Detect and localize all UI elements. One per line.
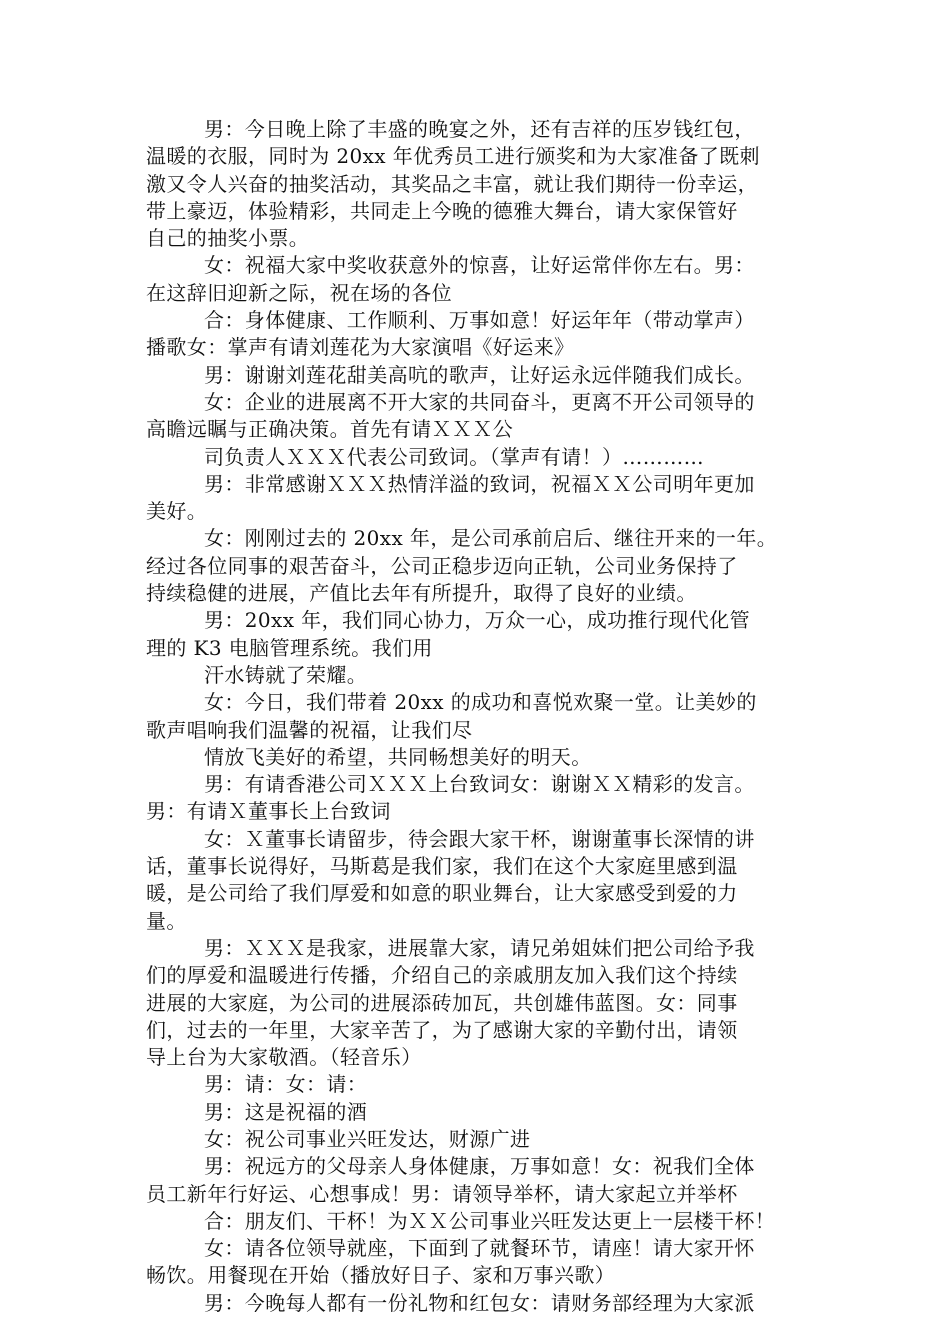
- text-line: 播歌女：掌声有请刘莲花为大家演唱《好运来》: [146, 335, 575, 360]
- text-line: 美好。: [146, 499, 208, 524]
- text-line: 持续稳健的进展，产值比去年有所提升，取得了良好的业绩。: [146, 581, 697, 606]
- text-line: 汗水铸就了荣耀。: [204, 662, 368, 687]
- text-line: 男：ＸＸＸ是我家，进展靠大家，请兄弟姐妹们把公司给予我: [204, 935, 755, 960]
- text-line: 男：非常感谢ＸＸＸ热情洋溢的致词，祝福ＸＸ公司明年更加: [204, 471, 755, 496]
- text-line: 女：请各位领导就座，下面到了就餐环节，请座！请大家开怀: [204, 1236, 755, 1261]
- text-line: 女：Ｘ董事长请留步，待会跟大家干杯，谢谢董事长深情的讲: [204, 826, 755, 851]
- text-line: 男：这是祝福的酒: [204, 1099, 368, 1124]
- text-line: 女：刚刚过去的 20xx 年，是公司承前启后、继往开来的一年。: [204, 526, 778, 551]
- text-line: 激又令人兴奋的抽奖活动，其奖品之丰富，就让我们期待一份幸运，: [146, 171, 758, 196]
- text-line: 理的 K3 电脑管理系统。我们用: [146, 635, 433, 660]
- text-line: 男：今日晚上除了丰盛的晚宴之外，还有吉祥的压岁钱红包，: [204, 117, 755, 141]
- text-line: 暖，是公司给了我们厚爱和如意的职业舞台，让大家感受到爱的力: [146, 881, 738, 906]
- text-line: 温暖的衣服，同时为 20xx 年优秀员工进行颁奖和为大家准备了既刺: [146, 144, 760, 169]
- text-line: 们，过去的一年里，大家辛苦了，为了感谢大家的辛勤付出，请领: [146, 1017, 738, 1042]
- text-line: 自己的抽奖小票。: [146, 226, 310, 251]
- text-line: 男：今晚每人都有一份礼物和红包女：请财务部经理为大家派: [204, 1290, 755, 1315]
- text-line: 男：谢谢刘莲花甜美高吭的歌声，让好运永远伴随我们成长。: [204, 362, 755, 387]
- text-line: 司负责人ＸＸＸ代表公司致词。（掌声有请！）…………: [204, 444, 704, 469]
- text-line: 在这辞旧迎新之际，祝在场的各位: [146, 280, 452, 305]
- text-line: 男：20xx 年，我们同心协力，万众一心，成功推行现代化管: [204, 608, 750, 633]
- text-line: 女：企业的进展离不开大家的共同奋斗，更离不开公司领导的: [204, 389, 755, 414]
- text-line: 合：身体健康、工作顺利、万事如意！好运年年（带动掌声）: [204, 308, 755, 333]
- text-line: 男：请：女：请：: [204, 1072, 368, 1097]
- text-line: 话，董事长说得好，马斯葛是我们家，我们在这个大家庭里感到温: [146, 854, 738, 879]
- text-line: 男：有请香港公司ＸＸＸ上台致词女：谢谢ＸＸ精彩的发言。: [204, 772, 755, 797]
- text-line: 导上台为大家敬酒。（轻音乐）: [146, 1045, 422, 1070]
- text-line: 带上豪迈，体验精彩，共同走上今晚的德雅大舞台，请大家保管好: [146, 198, 738, 223]
- text-line: 量。: [146, 908, 187, 933]
- text-line: 员工新年行好运、心想事成！男：请领导举杯，请大家起立并举杯: [146, 1181, 738, 1206]
- text-line: 男：有请Ｘ董事长上台致词: [146, 799, 391, 824]
- text-line: 歌声唱响我们温馨的祝福，让我们尽: [146, 717, 473, 742]
- text-line: 合：朋友们、干杯！为ＸＸ公司事业兴旺发达更上一层楼干杯！: [204, 1208, 776, 1233]
- text-line: 女：祝公司事业兴旺发达，财源广进: [204, 1126, 531, 1151]
- text-line: 女：祝福大家中奖收获意外的惊喜，让好运常伴你左右。男：: [204, 253, 755, 278]
- text-line: 高瞻远瞩与正确决策。首先有请ＸＸＸ公: [146, 417, 514, 442]
- text-line: 进展的大家庭，为公司的进展添砖加瓦，共创雄伟蓝图。女：同事: [146, 990, 738, 1015]
- text-line: 男：祝远方的父母亲人身体健康，万事如意！女：祝我们全体: [204, 1154, 755, 1179]
- text-line: 畅饮。用餐现在开始（播放好日子、家和万事兴歌）: [146, 1263, 616, 1288]
- text-line: 女：今日，我们带着 20xx 的成功和喜悦欢聚一堂。让美妙的: [204, 690, 757, 715]
- text-line: 们的厚爱和温暖进行传播，介绍自己的亲戚朋友加入我们这个持续: [146, 963, 738, 988]
- text-line: 情放飞美好的希望，共同畅想美好的明天。: [204, 744, 592, 769]
- document-body: [146, 116, 830, 1317]
- text-line: 经过各位同事的艰苦奋斗，公司正稳步迈向正轨，公司业务保持了: [146, 553, 738, 578]
